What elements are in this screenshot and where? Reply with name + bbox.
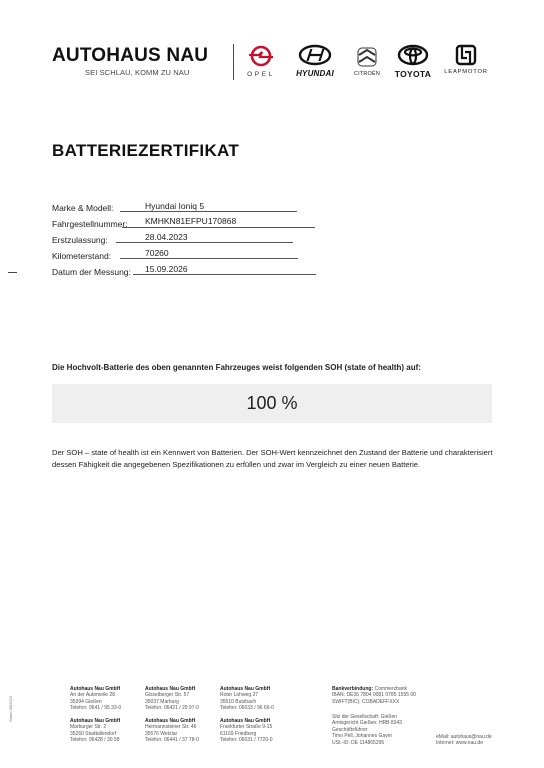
branch-street: Frankfurter Straße 9-15	[220, 724, 273, 731]
bank-iban: IBAN: DE36 7804 0081 0785 1555 00	[332, 692, 416, 699]
field-label-registration: Erstzulassung:	[52, 235, 108, 245]
bank-name: Commerzbank	[374, 686, 408, 692]
field-value-mileage: 70260	[145, 248, 169, 258]
branch-city: 35576 Wetzlar	[145, 730, 178, 737]
branch-giessen	[70, 686, 121, 712]
contact-details	[436, 734, 492, 747]
branch-city: 61169 Friedberg	[220, 730, 257, 737]
opel-logo	[240, 44, 282, 78]
company-managers: Timo Pell, Johannes Gayer	[332, 733, 393, 740]
branch-friedberg	[220, 718, 273, 744]
hyundai-label: HYUNDAI	[296, 69, 334, 78]
branch-city: 35510 Butzbach	[220, 698, 257, 705]
opel-icon	[247, 44, 275, 68]
branch-name: Autohaus Nau GmbH	[145, 686, 196, 692]
field-line-model	[120, 211, 297, 212]
branch-phone: Telefon: 0641 / 95 33-0	[70, 705, 122, 712]
hyundai-logo	[289, 44, 341, 78]
branch-phone: Telefon: 06441 / 37 78-0	[145, 737, 199, 744]
citroen-icon	[356, 46, 378, 68]
leapmotor-label: LEAPMOTOR	[444, 69, 488, 75]
branch-name: Autohaus Nau GmbH	[145, 718, 196, 724]
branch-city: 35037 Marburg	[145, 698, 179, 705]
fold-mark	[8, 272, 17, 273]
bank-heading: Bankverbindung:	[332, 686, 374, 692]
contact-email[interactable]: eMail: autohaus@nau.de	[436, 734, 492, 740]
field-line-measurement-date	[133, 274, 316, 275]
toyota-label: TOYOTA	[394, 69, 432, 79]
leapmotor-logo	[440, 44, 492, 75]
soh-value: 100 %	[246, 393, 298, 413]
branch-name: Autohaus Nau GmbH	[70, 686, 121, 692]
field-line-vin	[122, 227, 315, 228]
brand-slogan: SEI SCHLAU, KOMM ZU NAU	[85, 68, 190, 77]
branch-butzbach	[220, 686, 274, 712]
field-value-vin: KMHKN81EFPU170868	[145, 216, 237, 226]
company-vat: USt.-ID: DE 114865295	[332, 739, 385, 746]
branch-stadtallendorf	[70, 718, 120, 744]
field-line-mileage	[120, 258, 298, 259]
hyundai-icon	[298, 44, 332, 66]
branch-wetzlar	[145, 718, 199, 744]
company-details	[332, 714, 402, 746]
field-label-model: Marke & Modell:	[52, 203, 114, 213]
branch-marburg	[145, 686, 199, 712]
bank-details	[332, 686, 416, 705]
field-value-model: Hyundai Ioniq 5	[145, 201, 205, 211]
branch-city: 35394 Gießen	[70, 698, 102, 705]
document-title: BATTERIEZERTIFIKAT	[52, 141, 240, 160]
branch-phone: Telefon: 06428 / 30 58	[70, 737, 120, 744]
field-label-vin: Fahrgestellnummer:	[52, 219, 128, 229]
opel-label: OPEL	[247, 71, 275, 78]
field-value-measurement-date: 15.09.2026	[145, 264, 188, 274]
field-label-measurement-date: Datum der Messung:	[52, 267, 131, 277]
citroen-label: CITROËN	[353, 71, 381, 77]
branch-street: Marburger Str. 2	[70, 724, 107, 731]
contact-web[interactable]: Internet: www.nau.de	[436, 740, 483, 747]
branch-city: 35260 Stadtallendorf	[70, 730, 117, 737]
company-management-label: Geschäftsführer	[332, 726, 368, 733]
company-seat: Sitz der Gesellschaft: Gießen	[332, 714, 398, 720]
branch-street: Roter Lohweg 27	[220, 692, 259, 699]
field-line-registration	[116, 242, 293, 243]
toyota-logo	[390, 44, 436, 79]
side-note: Stand 09/2023	[8, 695, 13, 722]
brand-divider	[233, 44, 234, 80]
branch-name: Autohaus Nau GmbH	[220, 718, 271, 724]
branch-phone: Telefon: 06033 / 96 66-0	[220, 705, 274, 712]
leapmotor-icon	[455, 44, 477, 66]
field-label-mileage: Kilometerstand:	[52, 251, 112, 261]
branch-street: Hermannsteiner Str. 46	[145, 724, 197, 731]
brand-name: AUTOHAUS NAU	[52, 45, 209, 66]
branch-phone: Telefon: 06421 / 29 97-0	[145, 705, 199, 712]
bank-swift: SWIFT(BIC): COBADEFFXXX	[332, 698, 400, 705]
company-court: Amtsgericht Gießen: HRB 8343	[332, 720, 403, 727]
branch-name: Autohaus Nau GmbH	[70, 718, 121, 724]
soh-intro: Die Hochvolt-Batterie des oben genannten Fahrzeuges weist folgenden SOH (state of health) auf:	[52, 363, 421, 372]
branch-street: Gisselberger Str. 57	[145, 692, 190, 699]
field-value-registration: 28.04.2023	[145, 232, 188, 242]
soh-description: Der SOH – state of health ist ein Kennwert von Batterien. Der SOH-Wert kennzeichnet den Zustand der Batterie und charakterisiert dessen Fähigkeit die angegebenen Spezifikationen zu erfüllen und zwar im Vergleich zu einer neuen Batterie.	[52, 448, 493, 469]
citroen-logo	[347, 46, 387, 77]
branch-phone: Telefon: 06031 / 7720-0	[220, 737, 273, 744]
branch-name: Autohaus Nau GmbH	[220, 686, 271, 692]
toyota-icon	[397, 44, 429, 66]
branch-street: An der Automeile 28	[70, 692, 116, 699]
